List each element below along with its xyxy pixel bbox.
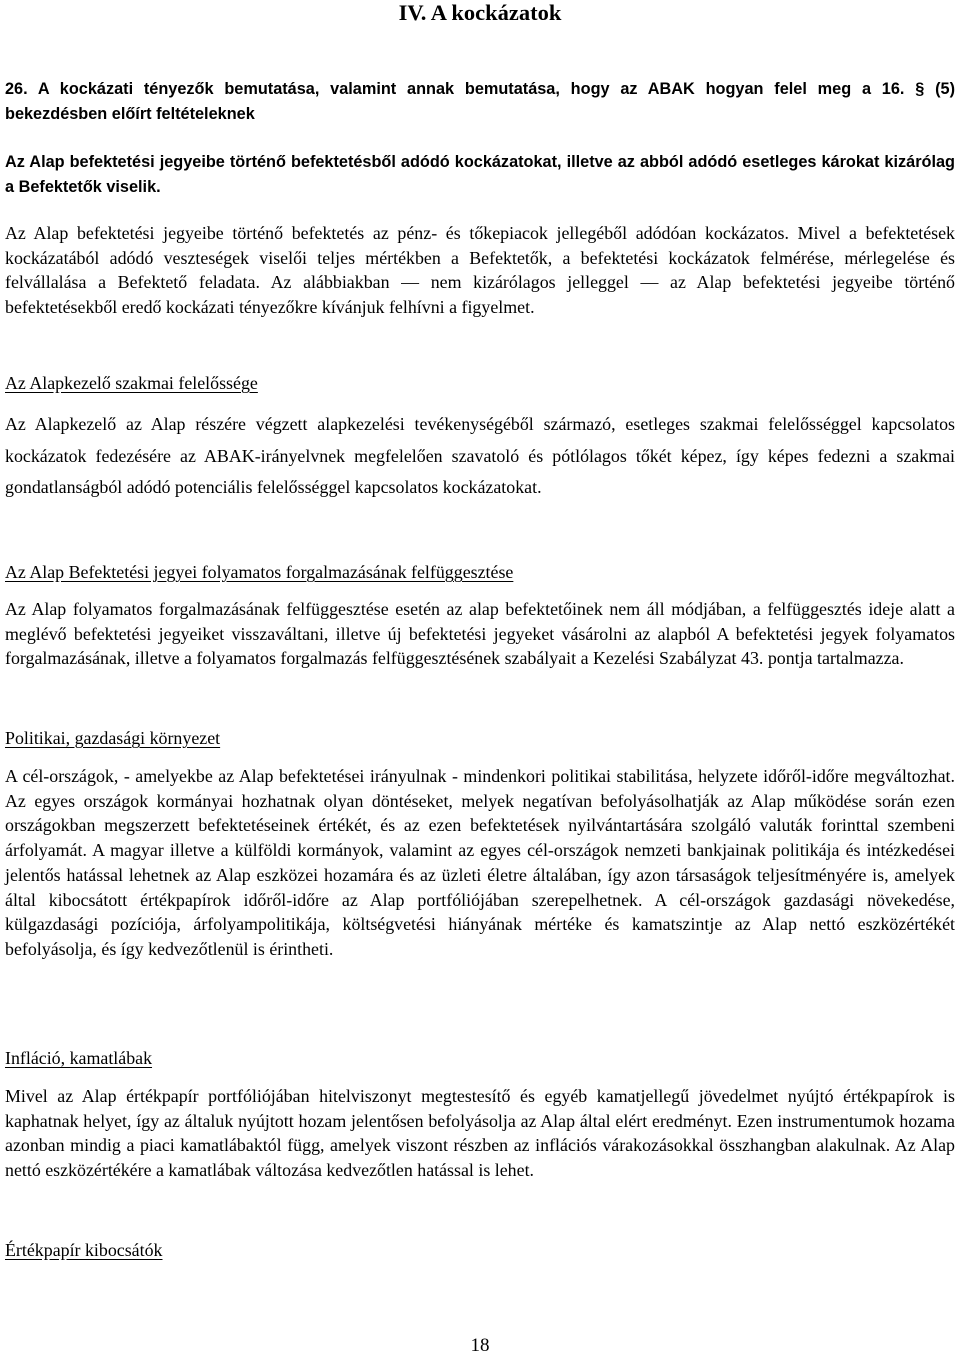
section-body-inflation: Mivel az Alap értékpapír portfóliójában hitelviszonyt megtestesítő és egyéb kamatjellegű jövedelmet nyújtó értékpapírok is kaphatnak helyet, így az általuk nyújtott hozam jelentősen befolyásolja az Alap által elért eredményt. Ezen instrumentumok hozama azonban mindig a piaci kamatlábaktól függ, amelyek viszont részben az inflációs várakozásokkal összhangban alakulnak. Az Alap nettó eszközértékére a kamatlábak változása kedvezőtlen hatással is lehet. (5, 1086, 955, 1181)
section-body-political-environment: A cél-országok, - amelyekbe az Alap befektetései irányulnak - mindenkori politikai stabilitása, helyzete időről-időre megváltozhat. Az egyes országok kormányai hozhatnak olyan döntéseket, melyek negatívan befolyásolhatják az Alap működése során ezen országokban megszerzett befektetéseinek értékét, és az ezen befektetések nyilvántartására szolgáló valuták forinttal szembeni árfolyamát. A magyar illetve a külföldi kormányok, valamint az egyes cél-országok nemzeti bankjainak politikája és intézkedései jelentős hatással lehetnek az Alap eszközei hozamára és az üzleti életre általában, így azon társaságok teljesítményére is, amelyek által kibocsátott értékpapírok időről-időre az Alap portfóliójában szerepelhetnek. A cél-országok gazdasági növekedése, külgazdasági pozíciója, árfolyampolitikája, költségvetési hiányának mértéke és kamatszintje az Alap nettó eszközértékét befolyásolja, és így kedvezőtlenül is érintheti. (5, 766, 955, 959)
section-body-suspension: Az Alap folyamatos forgalmazásának felfüggesztése esetén az alap befektetőinek nem áll módjában, a felfüggesztés ideje alatt a meglévő befektetési jegyeiket visszaváltani, illetve új befektetési jegyeket vásárolni az alapból A befektetési jegyek folyamatos forgalmazásának, illetve a folyamatos forgalmazás felfüggesztésének szabályait a Kezelési Szabályzat 43. pontja tartalmazza. (5, 599, 955, 669)
intro-paragraph: Az Alap befektetési jegyeibe történő befektetés az pénz- és tőkepiacok jellegéből adódóan kockázatos. Mivel a befektetések kockázatából adódó veszteségek viselői teljes mértékben a Befektetők, a befektetési kockázatok felmérése, mérlegelése és felvállalása a Befektető feladata. Az alábbiakban ― nem kizárólagos jelleggel ― az Alap befektetési jegyeibe történő befektetésekből eredő kockázati tényezőkre kívánjuk felhívni a figyelmet. (5, 223, 955, 318)
section-title-suspension: Az Alap Befektetési jegyei folyamatos forgalmazásának felfüggesztése (5, 562, 514, 582)
section-heading: 26. A kockázati tényezők bemutatása, valamint annak bemutatása, hogy az ABAK hogyan felel meg a 16. § (5) bekezdésben előírt feltételeknek (5, 80, 955, 123)
intro-bold-paragraph: Az Alap befektetési jegyeibe történő befektetésből adódó kockázatokat, illetve az abból adódó esetleges károkat kizárólag a Befektetők viselik. (5, 153, 955, 196)
document-page (5, 0, 955, 1260)
section-title-inflation: Infláció, kamatlábak (5, 1048, 153, 1068)
page-title: IV. A kockázatok (398, 0, 562, 25)
section-body-professional-liability: Az Alapkezelő az Alap részére végzett alapkezelési tevékenységéből származó, esetleges szakmai felelősséggel kapcsolatos kockázatok fedezésére az ABAK-irányelvnek megfelelően szavatoló és pótlólagos tőkét képez, így képes fedezni a szakmai gondatlanságból adódó potenciális felelősséggel kapcsolatos kockázatokat. (5, 414, 955, 498)
section-title-professional-liability: Az Alapkezelő szakmai felelőssége (5, 373, 258, 393)
section-title-issuers: Értékpapír kibocsátók (5, 1240, 163, 1260)
page-number: 18 (470, 1335, 490, 1356)
section-title-political-environment: Politikai, gazdasági környezet (5, 728, 221, 748)
